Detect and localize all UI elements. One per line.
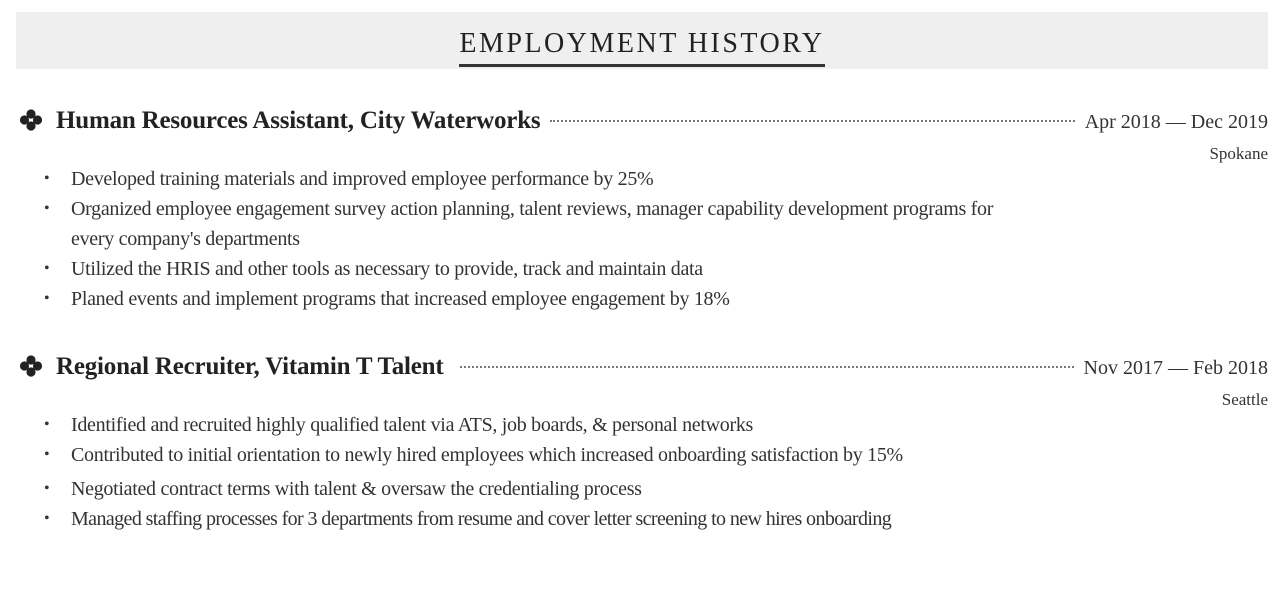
job-dates: Nov 2017 — Feb 2018 xyxy=(1083,357,1268,379)
list-item: • Organized employee engagement survey action planning, talent reviews, manager capability development programs for every company's departments xyxy=(44,194,1011,254)
quatrefoil-icon xyxy=(18,355,44,377)
job-header xyxy=(18,352,1268,382)
list-item: • Developed training materials and improved employee performance by 25% xyxy=(44,164,1044,194)
dotted-leader xyxy=(460,366,1074,368)
dotted-leader xyxy=(550,120,1074,122)
job-dates: Apr 2018 — Dec 2019 xyxy=(1084,111,1268,133)
job-title: Human Resources Assistant, City Waterworks xyxy=(56,107,541,134)
section-header xyxy=(16,12,1268,69)
list-item: • Identified and recruited highly qualified talent via ATS, job boards, & personal networks xyxy=(44,410,1044,440)
list-item: • Utilized the HRIS and other tools as necessary to provide, track and maintain data xyxy=(44,254,1044,284)
list-item: • Planed events and implement programs that increased employee engagement by 18% xyxy=(44,284,1044,314)
section-title: EMPLOYMENT HISTORY xyxy=(16,30,1268,67)
list-item: • Contributed to initial orientation to newly hired employees which increased onboarding satisfaction by 15% xyxy=(44,440,1044,470)
list-item: • Managed staffing processes for 3 departments from resume and cover letter screening to new hires onboarding xyxy=(44,504,1044,534)
quatrefoil-icon xyxy=(18,109,44,131)
job-header xyxy=(18,106,1268,136)
list-item: • Negotiated contract terms with talent & oversaw the credentialing process xyxy=(44,474,1044,504)
job-location: Spokane xyxy=(1209,144,1268,163)
job-title: Regional Recruiter, Vitamin T Talent xyxy=(56,353,444,380)
job-bullets xyxy=(44,410,1044,534)
job-bullets xyxy=(44,164,1044,314)
job-location: Seattle xyxy=(1221,390,1268,409)
